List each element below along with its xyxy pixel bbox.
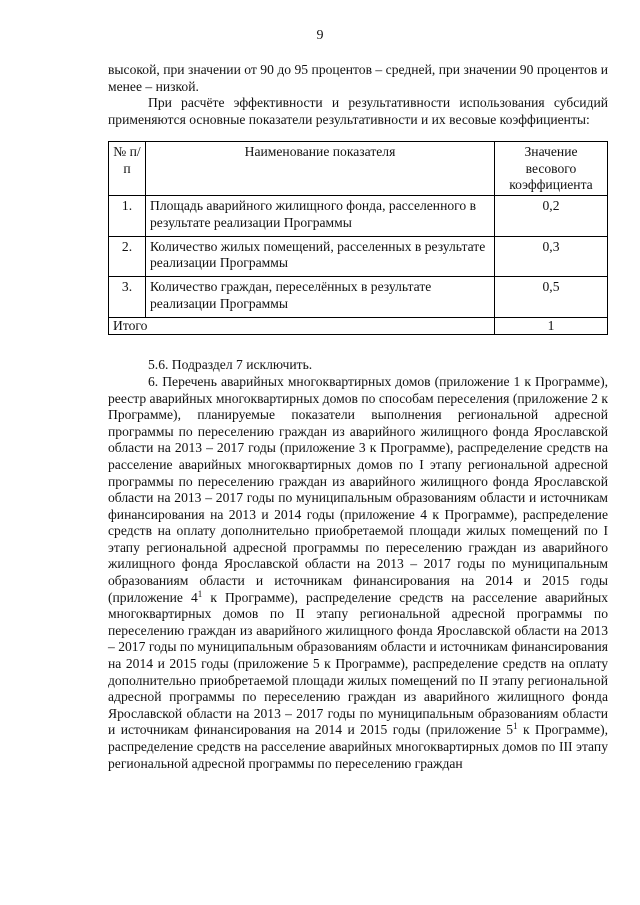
intro-paragraph-1: высокой, при значении от 90 до 95 процентов – средней, при значении 90 процентов и менее – низкой. xyxy=(108,62,608,94)
row-num: 2. xyxy=(109,236,146,277)
document-body xyxy=(108,62,608,772)
header-value: Значение весового коэффициента xyxy=(495,142,608,196)
row-name: Площадь аварийного жилищного фонда, расселенного в результате реализации Программы xyxy=(146,196,495,237)
table-row xyxy=(109,236,608,277)
row-value: 0,5 xyxy=(495,277,608,318)
row-name: Количество жилых помещений, расселенных в результате реализации Программы xyxy=(146,236,495,277)
paragraph-6-text-2: к Программе), распределение средств на расселение аварийных многоквартирных домов по II этапу региональной адресной программы по переселению граждан из аварийного жилищного фонда Ярославской области на 2013 – 2017 годы по муниципальным образованиям области и источникам финансирования на 2014 и 2015 годы (приложение 5 к Программе), распределение средств на оплату дополнительно приобретаемой площади жилых помещений по II этапу региональной адресной программы по переселению граждан из аварийного жилищного фонда Ярославской области на 2013 – 2017 годы по муниципальным образованиям области и источникам финансирования на 2014 и 2015 годы (приложение 5 xyxy=(108,589,609,738)
table-total-row xyxy=(109,318,608,335)
coefficients-table xyxy=(108,141,608,335)
paragraph-6-text-3: к Программе), распределение средств на расселение аварийных многоквартирных домов по III этапу региональной адресной программы по переселению граждан xyxy=(108,722,608,771)
total-label: Итого xyxy=(109,318,495,335)
intro-paragraph-2: При расчёте эффективности и результативности использования субсидий применяются основные показатели результативности и их весовые коэффициенты: xyxy=(108,95,608,127)
total-value: 1 xyxy=(495,318,608,335)
page-number: 9 xyxy=(316,28,324,43)
superscript-2: 1 xyxy=(513,721,518,732)
superscript-1: 1 xyxy=(197,588,203,599)
table-row xyxy=(109,277,608,318)
header-num: № п/п xyxy=(109,142,146,196)
table-row xyxy=(109,196,608,237)
paragraph-6-text-1: 6. Перечень аварийных многоквартирных домов (приложение 1 к Программе), реестр аварийных многоквартирных домов по способам переселения (приложение 2 к Программе), планируемые показатели выполнения региональной адресной программы по переселению граждан из аварийного жилищного фонда Ярославской области на 2013 – 2017 годы (приложение 3 к Программе), распределение средств на расселение аварийных многоквартирных домов по I этапу региональной адресной программы по переселению граждан из аварийного жилищного фонда Ярославской области на 2013 – 2017 годы по муниципальным образованиям области и источникам финансирования на 2013 и 2014 годы (приложение 4 к Программе), распределение средств на оплату дополнительно приобретаемой площади жилых помещений по I этапу региональной адресной программы по переселению граждан из аварийного жилищного фонда Ярославской области на 2013 – 2017 годы по муниципальным образованиям области и источникам финансирования на 2014 и 2015 годы (приложение 4 xyxy=(108,373,608,605)
row-num: 3. xyxy=(109,277,146,318)
header-name: Наименование показателя xyxy=(146,142,495,196)
row-value: 0,2 xyxy=(495,196,608,237)
paragraph-5-6: 5.6. Подраздел 7 исключить. xyxy=(148,357,313,373)
row-num: 1. xyxy=(109,196,146,237)
row-value: 0,3 xyxy=(495,236,608,277)
row-name: Количество граждан, переселённых в результате реализации Программы xyxy=(146,277,495,318)
table-header-row xyxy=(109,142,608,196)
paragraph-6 xyxy=(108,374,608,772)
